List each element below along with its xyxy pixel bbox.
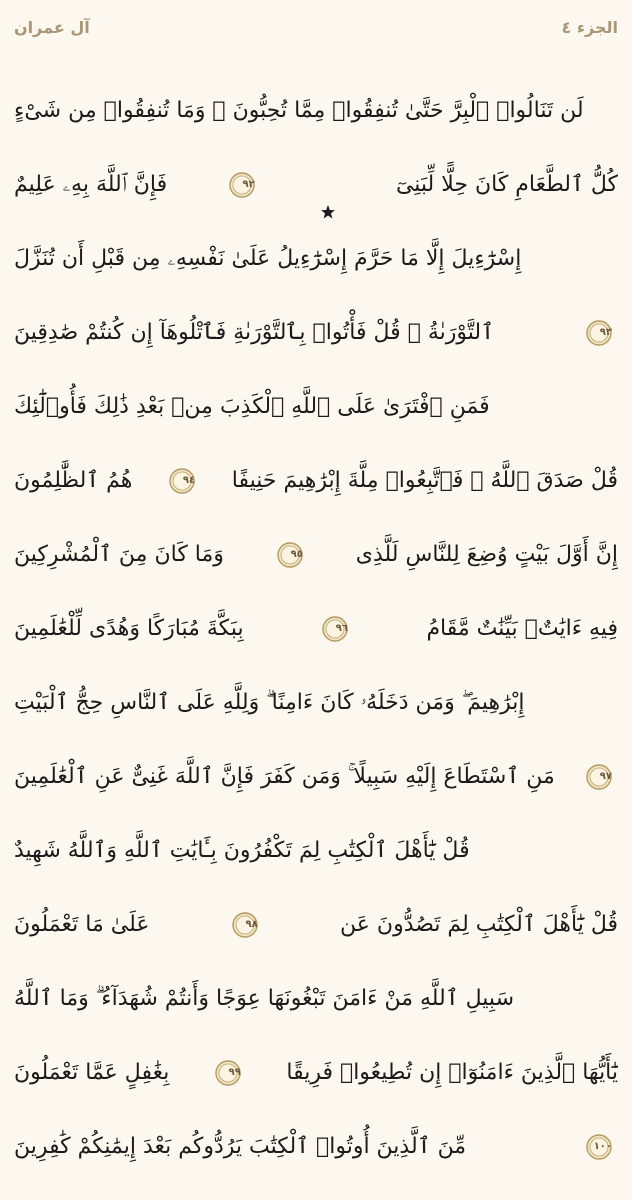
verse-text: فِيهِ ءَايَٰتٌۢ بَيِّنَٰتٌ مَّقَامُ <box>426 616 618 641</box>
ayah-number-marker <box>169 468 195 494</box>
ayah-number-marker <box>277 542 303 568</box>
verse-text: هُمُ ٱلظَّٰلِمُونَ <box>14 468 133 493</box>
verse-text: عَلَىٰ مَا تَعْمَلُونَ <box>14 912 150 937</box>
ayah-number-marker <box>586 764 612 790</box>
verse-text: بِبَكَّةَ مُبَارَكًا وَهُدًى لِّلْعَٰلَمِينَ <box>14 616 244 641</box>
verse-text: يَٰٓأَيُّهَا ٱلَّذِينَ ءَامَنُوٓا۟ إِن تُطِيعُوا۟ فَرِيقًا <box>286 1060 618 1085</box>
verse-text: قُلْ صَدَقَ ٱللَّهُ ۗ فَٱتَّبِعُوا۟ مِلَّةَ إِبْرَٰهِيمَ حَنِيفًا <box>231 468 618 493</box>
verse-text: ٱلتَّوْرَىٰةُ ۗ قُلْ فَأْتُوا۟ بِٱلتَّوْرَىٰةِ فَٱتْلُوهَآ إِن كُنتُمْ صَٰدِقِينَ <box>14 320 495 345</box>
quran-line <box>14 1110 618 1184</box>
juz-label: الجزء ٤ <box>561 18 618 37</box>
verse-text: بِغَٰفِلٍ عَمَّا تَعْمَلُونَ <box>14 1060 170 1085</box>
ayah-number: ٩٧ <box>599 771 612 782</box>
ayah-number-marker <box>215 1060 241 1086</box>
ayah-number: ١٠٠ <box>593 1141 612 1152</box>
ayah-number: ٩٩ <box>228 1067 241 1078</box>
ayah-number-marker <box>232 912 258 938</box>
ayah-number-marker <box>586 1134 612 1160</box>
quran-line <box>14 962 618 1036</box>
ayah-number: ٩٣ <box>599 327 612 338</box>
verse-text: مِّنَ ٱلَّذِينَ أُوتُوا۟ ٱلْكِتَٰبَ يَرُدُّوكُم بَعْدَ إِيمَٰنِكُمْ كَٰفِرِينَ <box>14 1134 467 1159</box>
quran-line <box>14 814 618 888</box>
quran-line <box>14 592 618 666</box>
verse-text: قُلْ يَٰٓأَهْلَ ٱلْكِتَٰبِ لِمَ تَصُدُّونَ عَن <box>340 912 618 937</box>
page-header <box>0 0 632 64</box>
ayah-number: ٩٤ <box>182 475 196 486</box>
surah-label: آل عمران <box>14 18 90 37</box>
verse-text: سَبِيلِ ٱللَّهِ مَنْ ءَامَنَ تَبْغُونَهَا عِوَجًا وَأَنتُمْ شُهَدَآءُ ۗ وَمَا ٱللَّهُ <box>14 986 515 1011</box>
verse-text: قُلْ يَٰٓأَهْلَ ٱلْكِتَٰبِ لِمَ تَكْفُرُونَ بِـَٔايَٰتِ ٱللَّهِ وَٱللَّهُ شَهِيدٌ <box>14 838 470 863</box>
quran-line <box>14 148 618 222</box>
verse-text: فَمَنِ ٱفْتَرَىٰ عَلَى ٱللَّهِ ٱلْكَذِبَ مِنۢ بَعْدِ ذَٰلِكَ فَأُو۟لَٰٓئِكَ <box>14 394 490 419</box>
quran-line <box>14 518 618 592</box>
quran-line <box>14 222 618 296</box>
verse-text: وَمَا كَانَ مِنَ ٱلْمُشْرِكِينَ <box>14 542 224 567</box>
quran-line <box>14 296 618 370</box>
hizb-star-icon <box>320 177 336 193</box>
ayah-number: ٩٦ <box>335 623 349 634</box>
quran-line <box>14 74 618 148</box>
verse-text: فَإِنَّ ٱللَّهَ بِهِۦ عَلِيمٌ <box>14 172 168 197</box>
quran-line <box>14 370 618 444</box>
ayah-number-marker <box>229 172 255 198</box>
verse-text: كُلُّ ٱلطَّعَامِ كَانَ حِلًّا لِّبَنِىٓ <box>395 172 618 197</box>
ayah-number-marker <box>322 616 348 642</box>
quran-line <box>14 888 618 962</box>
verse-text: لَن تَنَالُوا۟ ٱلْبِرَّ حَتَّىٰ تُنفِقُوا۟ مِمَّا تُحِبُّونَ ۚ وَمَا تُنفِقُوا۟ مِن شَىْءٍ <box>14 98 584 123</box>
verse-text: إِنَّ أَوَّلَ بَيْتٍ وُضِعَ لِلنَّاسِ لَلَّذِى <box>355 542 618 567</box>
verse-text: إِبْرَٰهِيمَ ۖ وَمَن دَخَلَهُۥ كَانَ ءَامِنًا ۗ وَلِلَّهِ عَلَى ٱلنَّاسِ حِجُّ ٱلْبَيْتِ <box>14 690 525 715</box>
ayah-number-marker <box>586 320 612 346</box>
ayah-number: ٩٥ <box>290 549 303 560</box>
mushaf-page <box>14 74 618 1194</box>
ayah-number: ٩٨ <box>245 919 258 930</box>
verse-text: إِسْرَٰٓءِيلَ إِلَّا مَا حَرَّمَ إِسْرَٰٓءِيلُ عَلَىٰ نَفْسِهِۦ مِن قَبْلِ أَن تُنَزَّلَ <box>14 246 522 271</box>
quran-line <box>14 1036 618 1110</box>
verse-text: مَنِ ٱسْتَطَاعَ إِلَيْهِ سَبِيلًا ۚ وَمَن كَفَرَ فَإِنَّ ٱللَّهَ غَنِىٌّ عَنِ ٱلْعَٰلَمِينَ <box>14 764 555 789</box>
quran-line <box>14 666 618 740</box>
ayah-number: ٩٢ <box>242 179 255 190</box>
quran-line <box>14 444 618 518</box>
quran-line <box>14 740 618 814</box>
